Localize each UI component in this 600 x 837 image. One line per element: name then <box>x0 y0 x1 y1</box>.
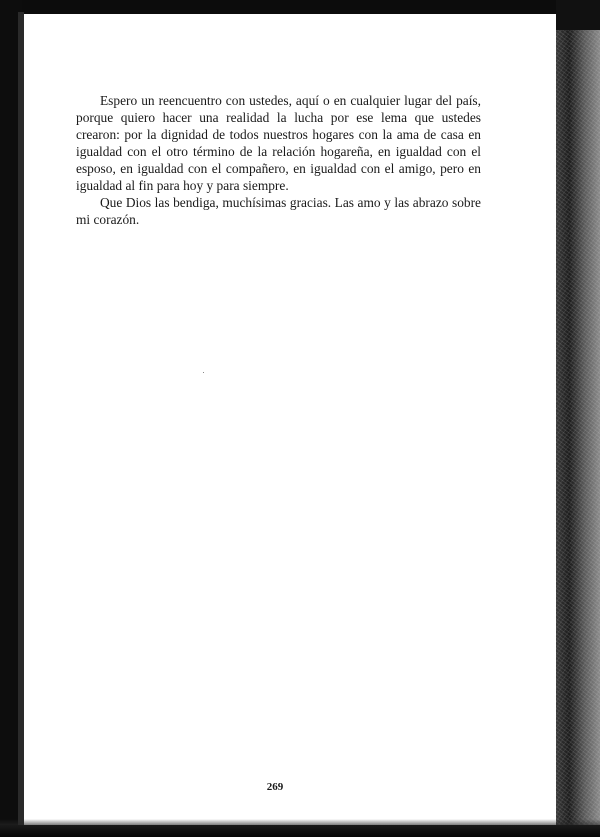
body-text <box>76 92 481 228</box>
paragraph: Espero un reencuentro con ustedes, aquí o en cualquier lugar del país, porque quiero hacer una realidad la lucha por ese lema que ustedes crearon: por la dignidad de todos nuestros hogares con la ama de casa en igualdad con el otro término de la relación hogareña, en igualdad con el esposo, en igualdad con el compañero, en igualdad con el amigo, pero en igualdad al fin para hoy y para siempre. <box>76 93 481 193</box>
paragraph: Que Dios las bendiga, muchísimas gracias. Las amo y las abrazo sobre mi corazón. <box>76 195 481 227</box>
scan-edge-right-top <box>556 0 600 30</box>
scan-speck <box>203 372 204 373</box>
scan-edge-left-shadow <box>18 12 24 827</box>
page-number: 269 <box>266 781 284 793</box>
scan-edge-top <box>0 0 600 14</box>
scan-edge-bottom <box>0 825 600 837</box>
scan-edge-right <box>556 0 600 837</box>
